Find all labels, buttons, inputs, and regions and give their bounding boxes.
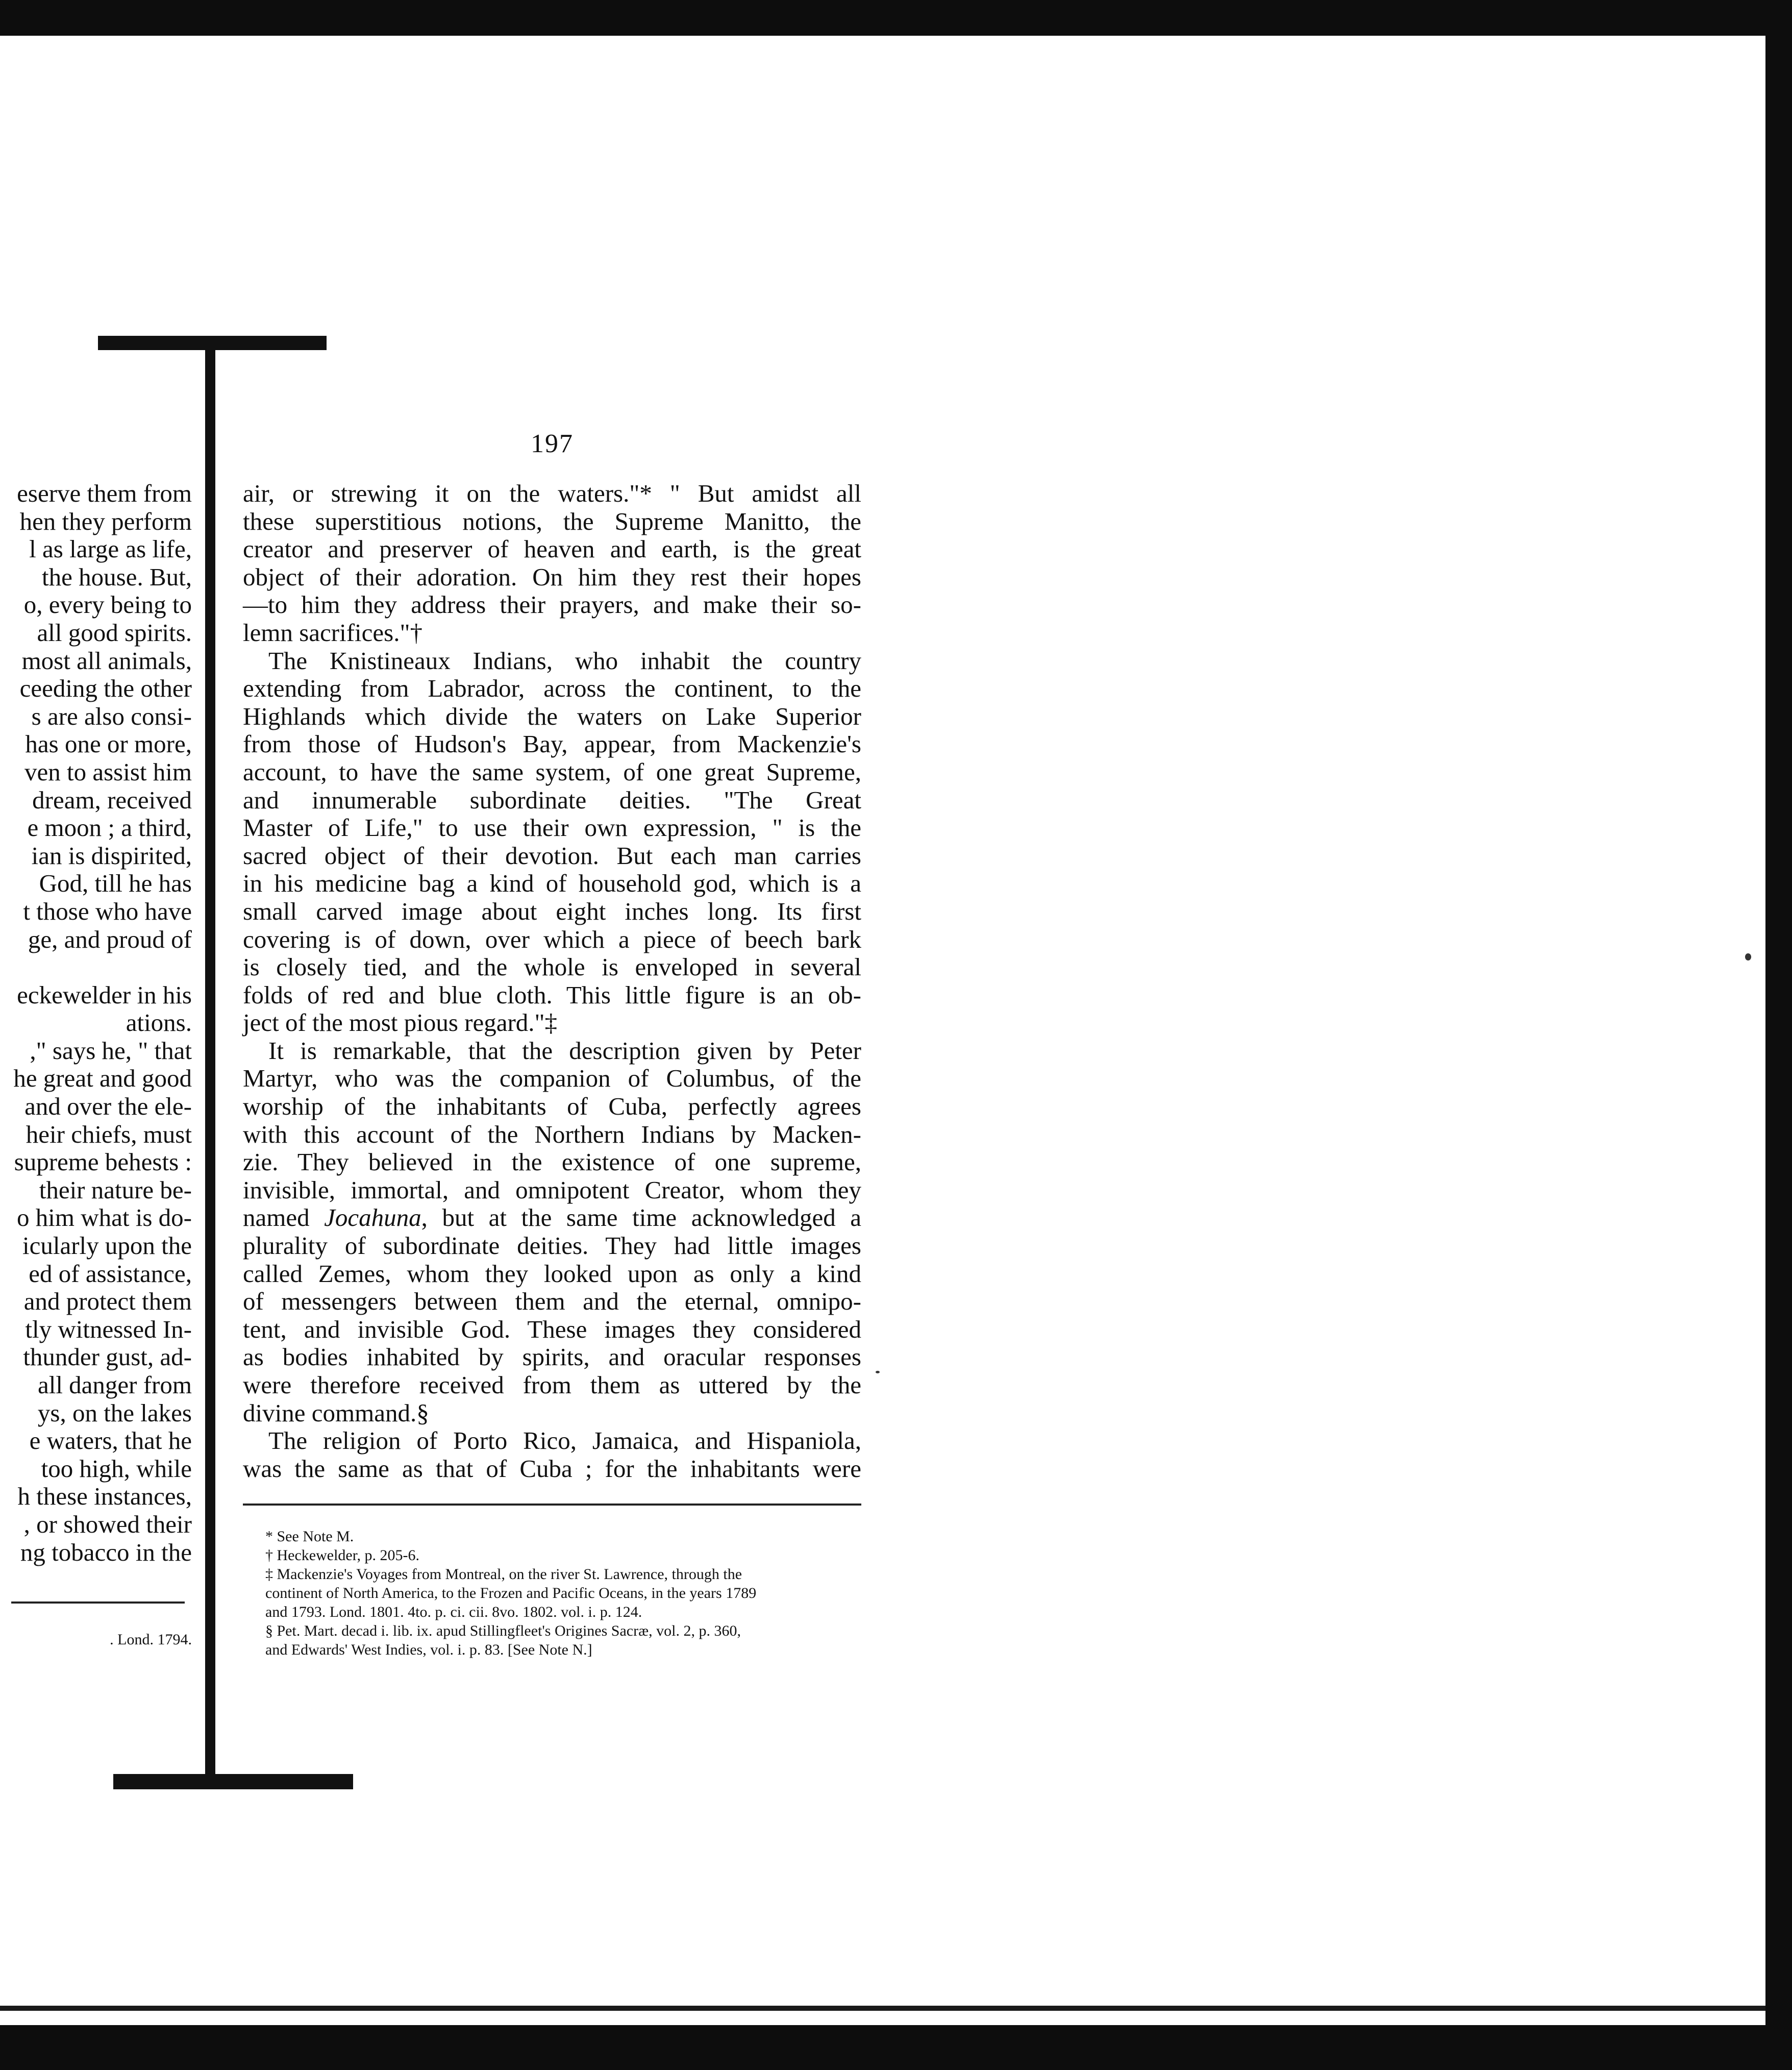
body-text-line: zie. They believed in the existence of one supreme, — [243, 1148, 861, 1176]
scan-inner-rule — [0, 2006, 1765, 2011]
left-text-line: their nature be- — [39, 1175, 192, 1204]
body-text-line: named Jocahuna, but at the same time acknowledged a — [243, 1203, 861, 1232]
body-text-line: these superstitious notions, the Supreme Manitto, the — [243, 507, 861, 535]
left-text-line: o him what is do- — [17, 1203, 192, 1232]
body-text — [243, 480, 861, 1483]
body-text-line: lemn sacrifices."† — [243, 618, 422, 647]
body-text-line: The Knistineaux Indians, who inhabit the country — [268, 646, 861, 675]
left-text-line: l as large as life, — [29, 535, 192, 563]
body-text-line: Master of Life," to use their own expression, " is the — [243, 814, 861, 842]
page-number: 197 — [531, 429, 574, 458]
left-text-line: thunder gust, ad- — [23, 1343, 192, 1371]
footnote-line: † Heckewelder, p. 205-6. — [265, 1547, 420, 1564]
body-text-line: object of their adoration. On him they rest their hopes — [243, 562, 861, 591]
left-text-line: hen they perform — [19, 507, 192, 535]
body-text-line: as bodies inhabited by spirits, and oracular responses — [243, 1343, 861, 1371]
scan-border-bottom — [0, 2025, 1792, 2070]
left-text-line: and over the ele- — [24, 1092, 192, 1121]
left-text-line: all good spirits. — [37, 618, 192, 647]
gutter-bracket-vertical — [205, 350, 215, 1774]
body-text-line: ject of the most pious regard."‡ — [243, 1008, 558, 1037]
left-text-line: t those who have — [23, 897, 192, 925]
left-text-line — [0, 953, 192, 981]
gutter-bracket-bottom — [113, 1774, 353, 1789]
footnote-rule — [243, 1504, 861, 1506]
scan-border-top — [0, 0, 1792, 36]
body-text-line: was the same as that of Cuba ; for the inhabitants were — [243, 1454, 861, 1483]
body-text-line: with this account of the Northern Indians by Macken- — [243, 1120, 861, 1148]
body-text-line: It is remarkable, that the description given by Peter — [268, 1036, 861, 1065]
left-text-line: all danger from — [37, 1371, 192, 1399]
body-text-line: of messengers between them and the eternal, omnipo- — [243, 1287, 861, 1316]
scan-speck — [1745, 953, 1751, 960]
body-text-line: The religion of Porto Rico, Jamaica, and Hispaniola, — [268, 1426, 861, 1455]
scan-speck — [876, 1371, 880, 1373]
body-text-line: called Zemes, whom they looked upon as only a kind — [243, 1259, 861, 1288]
left-footnote-rule — [11, 1601, 185, 1604]
left-text-line: tly witnessed In- — [25, 1315, 192, 1343]
left-text-line: eckewelder in his — [17, 980, 192, 1009]
body-text-line: were therefore received from them as uttered by the — [243, 1371, 861, 1399]
left-text-line: s are also consi- — [31, 702, 192, 730]
body-text-line: is closely tied, and the whole is enveloped in several — [243, 953, 861, 981]
left-page-footnote: . Lond. 1794. — [110, 1631, 192, 1648]
left-text-line: ed of assistance, — [29, 1259, 192, 1288]
footnote-line: and 1793. Lond. 1801. 4to. p. ci. cii. 8vo. 1802. vol. i. p. 124. — [265, 1604, 642, 1620]
footnote-line: § Pet. Mart. decad i. lib. ix. apud Stillingfleet's Origines Sacræ, vol. 2, p. 360, — [265, 1622, 741, 1639]
left-text-line: he great and good — [13, 1064, 192, 1093]
left-text-line: too high, while — [41, 1454, 192, 1483]
left-text-line: ," says he, " that — [30, 1036, 192, 1065]
left-text-line: , or showed their — [23, 1510, 192, 1538]
footnote-line: * See Note M. — [265, 1528, 354, 1545]
body-text-line: in his medicine bag a kind of household god, which is a — [243, 869, 861, 898]
footnote-line: and Edwards' West Indies, vol. i. p. 83. [See Note N.] — [265, 1641, 592, 1658]
body-text-line: air, or strewing it on the waters."* " But amidst all — [243, 479, 861, 507]
left-text-line: dream, received — [32, 785, 192, 814]
body-text-line: Martyr, who was the companion of Columbus, of the — [243, 1064, 861, 1093]
body-text-line: extending from Labrador, across the continent, to the — [243, 674, 861, 703]
left-text-line: ge, and proud of — [28, 925, 192, 953]
left-text-line: ys, on the lakes — [37, 1398, 192, 1427]
body-text-line: —to him they address their prayers, and make their so- — [243, 590, 861, 619]
left-text-line: has one or more, — [25, 730, 192, 758]
gutter-bracket-top — [98, 336, 327, 350]
left-text-line: supreme behests : — [14, 1148, 192, 1176]
scan-border-right — [1765, 0, 1792, 2070]
left-page-fragment — [0, 480, 192, 1566]
body-text-line: invisible, immortal, and omnipotent Creator, whom they — [243, 1175, 861, 1204]
left-text-line: ations. — [126, 1008, 192, 1037]
body-text-line: small carved image about eight inches long. Its first — [243, 897, 861, 925]
left-text-line: the house. But, — [42, 562, 192, 591]
footnotes — [265, 1527, 861, 1659]
left-text-line: icularly upon the — [22, 1231, 192, 1260]
left-text-line: e moon ; a third, — [27, 814, 192, 842]
body-text-line: divine command.§ — [243, 1398, 429, 1427]
footnote-line: ‡ Mackenzie's Voyages from Montreal, on the river St. Lawrence, through the — [265, 1566, 742, 1583]
left-text-line: ian is dispirited, — [31, 841, 192, 870]
body-text-line: Highlands which divide the waters on Lake Superior — [243, 702, 861, 730]
left-text-line: e waters, that he — [29, 1426, 192, 1455]
body-text-line: creator and preserver of heaven and earth, is the great — [243, 535, 861, 563]
body-text-line: worship of the inhabitants of Cuba, perfectly agrees — [243, 1092, 861, 1121]
left-text-line: God, till he has — [39, 869, 192, 898]
body-text-line: folds of red and blue cloth. This little figure is an ob- — [243, 980, 861, 1009]
left-text-line: ng tobacco in the — [20, 1538, 192, 1566]
body-text-line: sacred object of their devotion. But each man carries — [243, 841, 861, 870]
footnote-line: continent of North America, to the Frozen and Pacific Oceans, in the years 1789 — [265, 1585, 757, 1601]
left-text-line: most all animals, — [21, 646, 192, 675]
body-text-line: tent, and invisible God. These images they considered — [243, 1315, 861, 1343]
body-text-line: plurality of subordinate deities. They had little images — [243, 1231, 861, 1260]
left-text-line: h these instances, — [17, 1482, 192, 1511]
left-text-line: heir chiefs, must — [26, 1120, 192, 1148]
left-text-line: ceeding the other — [19, 674, 192, 703]
body-text-line: account, to have the same system, of one great Supreme, — [243, 757, 861, 786]
left-text-line: o, every being to — [23, 590, 192, 619]
body-text-line: covering is of down, over which a piece of beech bark — [243, 925, 861, 953]
body-text-line: from those of Hudson's Bay, appear, from Mackenzie's — [243, 730, 861, 758]
left-text-line: ven to assist him — [24, 757, 192, 786]
left-text-line: eserve them from — [17, 480, 192, 507]
left-text-line: and protect them — [23, 1287, 192, 1316]
body-text-line: and innumerable subordinate deities. "The Great — [243, 785, 861, 814]
